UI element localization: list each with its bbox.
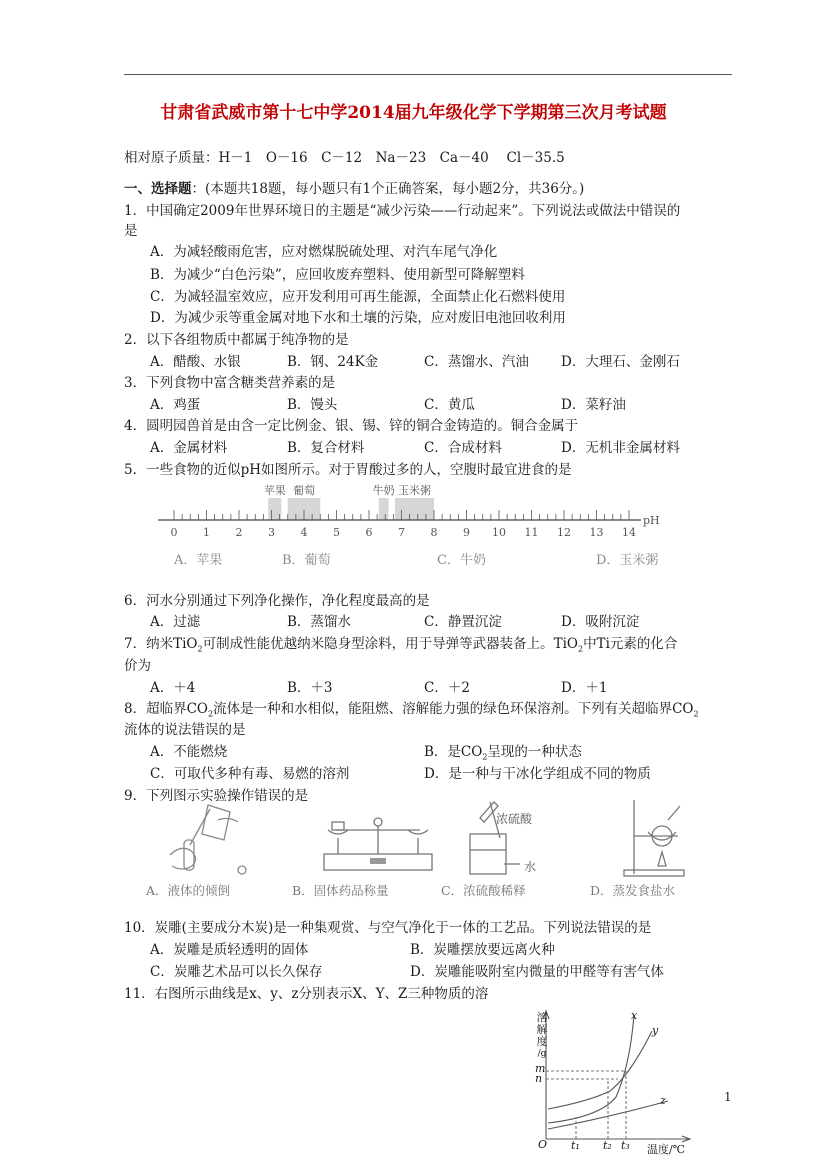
q8-option-c: C．可取代多种有毒、易燃的溶剂 [150, 766, 350, 782]
q11-stem: 11．右图所示曲线是x、y、z分别表示X、Y、Z三种物质的溶 [124, 986, 489, 1002]
q1-stem-line1: 1．中国确定2009年世界环境日的主题是“减少污染——行动起来”。下列说法或做法中错误的 [124, 203, 681, 219]
q2-option-c: C．蒸馏水、汽油 [424, 354, 529, 370]
q8-stem-line2: 流体的说法错误的是 [124, 722, 246, 738]
ph-food-label-2: 牛奶 [372, 484, 395, 497]
q3-stem: 3．下列食物中富含糖类营养素的是 [124, 375, 336, 391]
ylabel-char-2: 解 [536, 1023, 548, 1036]
q9-label-d: D．蒸发食盐水 [590, 883, 676, 898]
q9-water-label: 水 [524, 860, 537, 874]
ph-band-2 [379, 498, 389, 520]
solubility-curve-figure [530, 1005, 710, 1155]
curve-x-label: x [631, 1009, 638, 1022]
xtick-t3: t₃ [621, 1139, 630, 1152]
ph-food-label-0: 苹果 [263, 484, 286, 497]
q7-text-b: 可制成性能优越纳米隐身型涂料，用于导弹等武器装备上。TiO [202, 636, 578, 652]
ph-tick-label-5: 5 [333, 526, 340, 539]
q8-option-b-text-b: 呈现的一种状态 [487, 744, 582, 760]
q6-stem: 6．河水分别通过下列净化操作，净化程度最高的是 [124, 593, 430, 609]
ylabel-char-1: 溶 [536, 1011, 548, 1024]
q8-option-b-subscript: 2 [482, 752, 488, 762]
curve-y-line [548, 1031, 652, 1109]
ylabel-char-4: /g [537, 1049, 547, 1059]
q4-stem: 4．圆明园兽首是由含一定比例金、银、锡、锌的铜合金铸造的。铜合金属于 [124, 418, 579, 434]
section-heading [124, 177, 584, 197]
q2-stem: 2．以下各组物质中都属于纯净物的是 [124, 332, 349, 348]
ph-tick-label-9: 9 [463, 526, 470, 539]
q3-option-a: A．鸡蛋 [150, 397, 201, 413]
q8-option-b [424, 740, 582, 762]
q7-text-a: 7．纳米TiO [124, 636, 198, 652]
page-title: 甘肃省武威市第十七中学2014届九年级化学下学期第三次月考试题 [160, 103, 667, 123]
ph-food-label-1: 葡萄 [293, 484, 315, 497]
header-rule [124, 74, 732, 75]
q2-option-a: A．醋酸、水银 [150, 354, 241, 370]
ph-band-3 [395, 498, 434, 520]
q3-option-c: C．黄瓜 [424, 397, 475, 413]
q1-option-d: D．为减少汞等重金属对地下水和土壤的污染，应对废旧电池回收利用 [150, 310, 566, 326]
q8-subscript-2: 2 [693, 709, 699, 719]
ph-tick-label-7: 7 [398, 526, 405, 539]
q7-stem-line1 [124, 632, 677, 654]
q7-option-b: B．＋3 [287, 680, 333, 696]
q7-option-a: A．＋4 [150, 680, 196, 696]
lab-pouring-illustration [160, 800, 255, 878]
q4-option-b: B．复合材料 [287, 440, 365, 456]
ph-option-0: A．苹果 [174, 553, 223, 568]
origin-label: O [538, 1138, 548, 1151]
q4-option-c: C．合成材料 [424, 440, 502, 456]
q9-stem: 9．下列图示实验操作错误的是 [124, 788, 309, 804]
ph-option-2: C．牛奶 [437, 553, 486, 568]
ph-tick-label-3: 3 [268, 526, 275, 539]
q2-option-b: B．钢、24K金 [287, 354, 379, 370]
q1-option-c: C．为减轻温室效应，应开发利用可再生能源，全面禁止化石燃料使用 [150, 289, 566, 305]
atomic-mass-line: 相对原子质量：H－1 O－16 C－12 Na－23 Ca－40 Cl－35.5 [124, 150, 565, 166]
ytick-n: n [535, 1072, 543, 1085]
ph-tick-label-2: 2 [235, 526, 243, 539]
q8-option-d: D．是一种与干冰化学组成不同的物质 [424, 766, 651, 782]
ph-tick-label-13: 13 [589, 526, 604, 539]
q1-option-a: A．为减轻酸雨危害，应对燃煤脱硫处理、对汽车尾气净化 [150, 244, 498, 260]
q5-stem: 5．一些食物的近似pH如图所示。对于胃酸过多的人，空腹时最宜进食的是 [124, 462, 572, 478]
q3-option-b: B．馒头 [287, 397, 338, 413]
q7-stem-line2: 价为 [124, 658, 151, 674]
lab-evaporation-illustration [618, 796, 698, 878]
q7-subscript-1: 2 [197, 644, 203, 654]
q6-option-b: B．蒸馏水 [287, 614, 351, 630]
ph-tick-label-8: 8 [430, 526, 438, 539]
q8-option-b-text-a: B．是CO [424, 744, 483, 760]
q8-text-b: 流体是一种和水相似，能阻燃、溶解能力强的绿色环保溶剂。下列有关超临界CO [213, 701, 694, 717]
xtick-t1: t₁ [571, 1139, 580, 1152]
curve-y-label: y [652, 1024, 659, 1037]
q2-option-d: D．大理石、金刚石 [561, 354, 680, 370]
q10-option-a: A．炭雕是质轻透明的固体 [150, 942, 309, 958]
q1-option-b: B．为减少“白色污染”，应回收废弃塑料、使用新型可降解塑料 [150, 267, 525, 283]
q10-stem: 10．炭雕(主要成分木炭)是一种集观赏、与空气净化于一体的工艺品。下列说法错误的是 [124, 920, 652, 936]
ph-scale-figure [150, 478, 670, 574]
ph-tick-label-10: 10 [492, 526, 506, 539]
xtick-t2: t₂ [603, 1139, 612, 1152]
ph-tick-label-1: 1 [203, 526, 210, 539]
q7-option-d: D．＋1 [561, 680, 608, 696]
lab-balance-illustration [318, 808, 438, 874]
q4-option-d: D．无机非金属材料 [561, 440, 680, 456]
q9-label-b: B．固体药品称量 [292, 883, 389, 898]
q7-subscript-2: 2 [577, 644, 584, 654]
ph-axis-unit: pH [643, 514, 660, 527]
q8-option-a: A．不能燃烧 [150, 744, 228, 760]
ylabel-char-3: 度 [536, 1035, 548, 1048]
q6-option-d: D．吸附沉淀 [561, 614, 640, 630]
q6-option-c: C．静置沉淀 [424, 614, 502, 630]
q10-option-b: B．炭雕摆放要远离火种 [410, 942, 555, 958]
section-heading-note: ：(本题共18题，每小题只有1个正确答案，每小题2分，共36分。) [191, 181, 585, 197]
ph-option-1: B．葡萄 [282, 553, 331, 568]
q7-text-c: 中Ti元素的化合 [583, 636, 678, 652]
solubility-ylabel [535, 1012, 549, 1060]
q8-stem-line1 [124, 697, 699, 719]
q10-option-d: D．炭雕能吸附室内微量的甲醛等有害气体 [410, 964, 664, 980]
ph-food-label-3: 玉米粥 [398, 484, 431, 497]
guide-lines [546, 1071, 626, 1139]
q9-label-c: C．浓硫酸稀释 [441, 883, 526, 898]
ph-option-3: D．玉米粥 [596, 553, 659, 568]
ph-tick-label-11: 11 [524, 526, 539, 539]
ph-tick-label-0: 0 [170, 526, 178, 539]
q10-option-c: C．炭雕艺术品可以长久保存 [150, 964, 323, 980]
ph-tick-label-14: 14 [622, 526, 636, 539]
q3-option-d: D．菜籽油 [561, 397, 626, 413]
ph-tick-label-4: 4 [300, 526, 308, 539]
ytick-m: m [535, 1062, 546, 1075]
q6-option-a: A．过滤 [150, 614, 201, 630]
solubility-xlabel: 温度/℃ [647, 1143, 686, 1156]
ph-tick-label-6: 6 [365, 526, 373, 539]
q9-acid-label: 浓硫酸 [496, 812, 533, 826]
q1-stem-line2: 是 [124, 223, 138, 239]
section-heading-title: 一、选择题 [124, 181, 192, 197]
ph-tick-label-12: 12 [557, 526, 571, 539]
page-number: 1 [724, 1090, 732, 1104]
q9-label-a: A．液体的倾倒 [146, 883, 231, 898]
q8-text-a: 8．超临界CO [124, 701, 208, 717]
q8-subscript-1: 2 [208, 709, 214, 719]
q4-option-a: A．金属材料 [150, 440, 228, 456]
q7-option-c: C．＋2 [424, 680, 470, 696]
curve-z-label: z [660, 1094, 666, 1107]
